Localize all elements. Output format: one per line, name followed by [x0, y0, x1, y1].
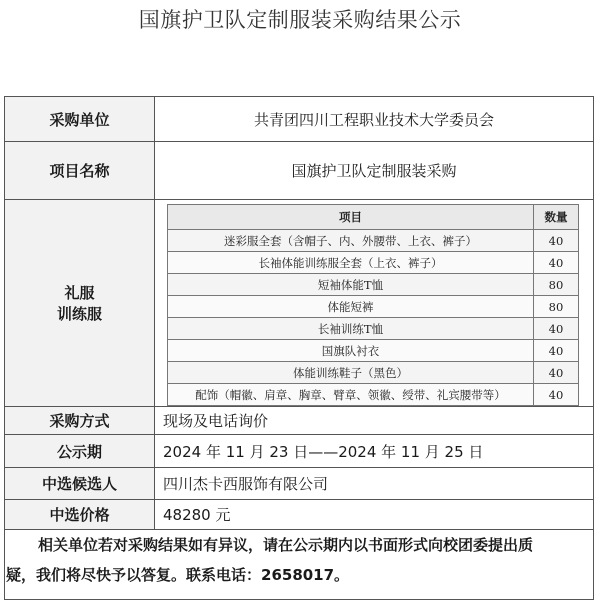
- price-value: 48280 元: [163, 506, 231, 524]
- notice-line2: 疑，我们将尽快予以答复。联系电话：2658017。: [6, 566, 350, 584]
- uniform-row: [5, 200, 593, 407]
- items-header-row: [168, 205, 579, 230]
- item-row: [168, 296, 579, 318]
- item-qty: 80: [534, 296, 579, 318]
- items-header-item: 项目: [168, 205, 534, 230]
- period-label: 公示期: [5, 435, 155, 467]
- item-name: 迷彩服全套（含帽子、内、外腰带、上衣、裤子）: [168, 230, 534, 252]
- item-qty: 40: [534, 362, 579, 384]
- items-header-qty: 数量: [534, 205, 579, 230]
- item-row: [168, 384, 579, 406]
- price-row: [5, 500, 593, 530]
- item-name: 体能短裤: [168, 296, 534, 318]
- method-row: [5, 407, 593, 435]
- item-qty: 40: [534, 384, 579, 406]
- item-name: 国旗队衬衣: [168, 340, 534, 362]
- page-title: 国旗护卫队定制服装采购结果公示: [138, 8, 462, 32]
- item-qty: 40: [534, 230, 579, 252]
- method-label: 采购方式: [5, 407, 155, 434]
- item-row: [168, 230, 579, 252]
- item-name: 长袖训练T恤: [168, 318, 534, 340]
- item-name: 体能训练鞋子（黑色）: [168, 362, 534, 384]
- purchaser-label: 采购单位: [5, 97, 155, 141]
- price-label: 中选价格: [5, 500, 155, 529]
- results-table: [4, 96, 594, 600]
- item-qty: 40: [534, 252, 579, 274]
- item-qty: 40: [534, 340, 579, 362]
- uniform-label-line2: 训练服: [56, 305, 102, 323]
- winner-value: 四川杰卡西服饰有限公司: [163, 475, 329, 493]
- uniform-label-line1: 礼服: [64, 284, 95, 302]
- project-row: [5, 142, 593, 200]
- item-row: [168, 252, 579, 274]
- project-label: 项目名称: [5, 142, 155, 199]
- uniform-items-table: [167, 204, 579, 406]
- objection-notice: [6, 530, 594, 590]
- item-name: 短袖体能T恤: [168, 274, 534, 296]
- period-row: [5, 435, 593, 468]
- item-row: [168, 340, 579, 362]
- project-value: 国旗护卫队定制服装采购: [291, 162, 457, 180]
- winner-label: 中选候选人: [5, 468, 155, 499]
- item-row: [168, 318, 579, 340]
- item-name: 配饰（帽徽、肩章、胸章、臂章、领徽、绶带、礼宾腰带等）: [168, 384, 534, 406]
- item-qty: 40: [534, 318, 579, 340]
- purchaser-row: [5, 97, 593, 142]
- item-qty: 80: [534, 274, 579, 296]
- method-value: 现场及电话询价: [163, 412, 269, 430]
- purchaser-value: 共青团四川工程职业技术大学委员会: [253, 110, 494, 129]
- notice-line1: 相关单位若对采购结果如有异议，请在公示期内以书面形式向校团委提出质: [38, 536, 534, 554]
- item-name: 长袖体能训练服全套（上衣、裤子）: [168, 252, 534, 274]
- period-value: 2024 年 11 月 23 日——2024 年 11 月 25 日: [163, 442, 484, 461]
- uniform-label: [5, 200, 155, 406]
- item-row: [168, 362, 579, 384]
- item-row: [168, 274, 579, 296]
- winner-row: [5, 468, 593, 500]
- uniform-items-cell: [155, 200, 593, 406]
